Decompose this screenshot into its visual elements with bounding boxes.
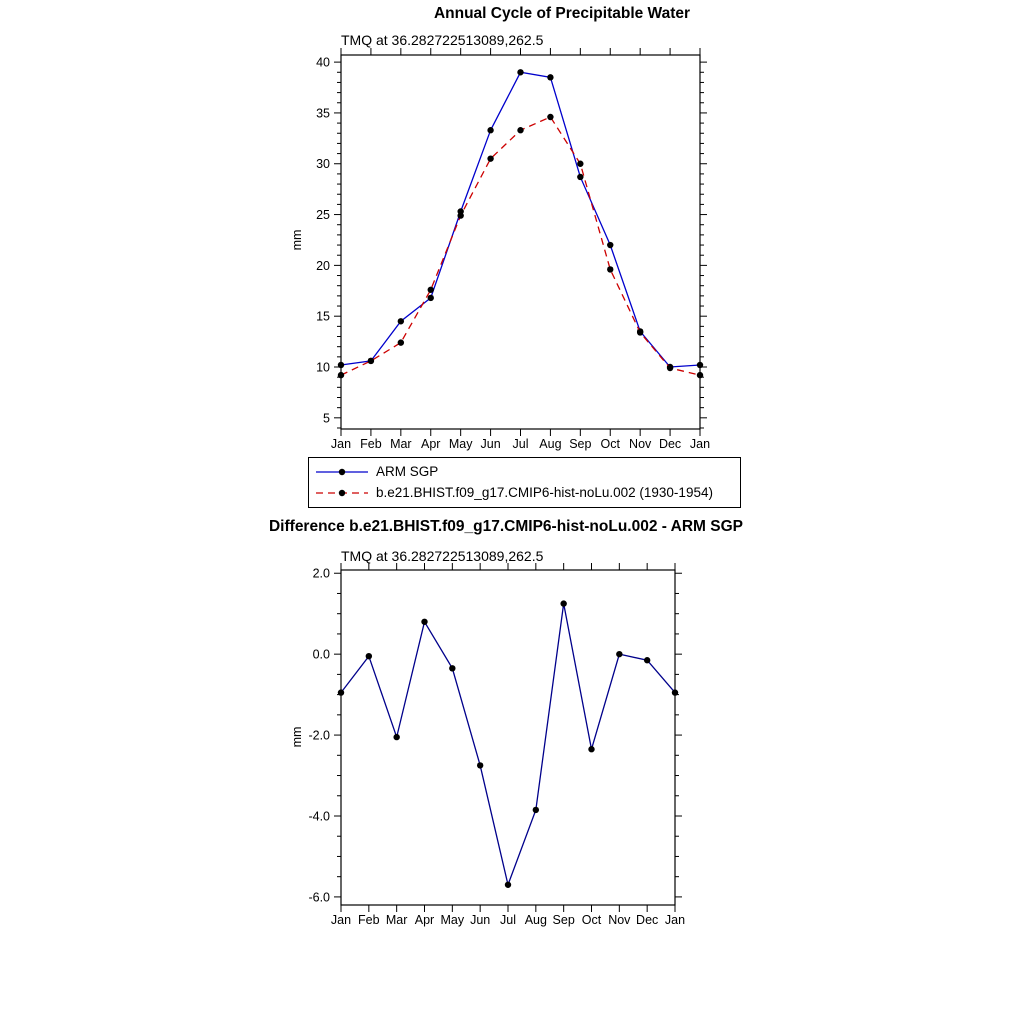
svg-text:Dec: Dec xyxy=(658,437,682,451)
chart2-title: Difference b.e21.BHIST.f09_g17.CMIP6-hist-noLu.002 - ARM SGP xyxy=(268,518,744,535)
svg-text:Feb: Feb xyxy=(360,437,382,451)
svg-text:Apr: Apr xyxy=(414,913,435,927)
svg-text:Jun: Jun xyxy=(480,437,501,451)
svg-text:-4.0: -4.0 xyxy=(308,809,330,824)
svg-text:Jan: Jan xyxy=(330,437,352,451)
chart2-subtitle: TMQ at 36.282722513089,262.5 xyxy=(341,548,544,564)
legend-line-sample-solid xyxy=(315,466,369,478)
legend-item-arm-sgp xyxy=(315,461,734,482)
svg-text:15: 15 xyxy=(316,309,330,324)
svg-text:30: 30 xyxy=(316,157,330,172)
chart1-tick-labels xyxy=(316,56,710,451)
svg-text:Oct: Oct xyxy=(581,913,602,927)
chart1-series-markers-0 xyxy=(338,69,703,370)
chart1-series-line-0 xyxy=(341,72,700,367)
chart1-title: Annual Cycle of Precipitable Water xyxy=(433,5,691,22)
svg-text:Dec: Dec xyxy=(636,913,659,927)
svg-text:Jul: Jul xyxy=(512,437,529,451)
svg-text:Mar: Mar xyxy=(390,437,412,451)
svg-text:Nov: Nov xyxy=(629,437,652,451)
chart2-y-axis-label: mm xyxy=(290,726,304,748)
chart2-series-markers-0 xyxy=(338,600,678,888)
svg-text:40: 40 xyxy=(316,55,330,70)
svg-text:5: 5 xyxy=(323,411,330,426)
svg-text:Aug: Aug xyxy=(539,437,562,451)
svg-text:Jan: Jan xyxy=(689,437,711,451)
chart1-y-axis-label: mm xyxy=(290,229,304,251)
svg-text:Jun: Jun xyxy=(470,913,491,927)
legend-line-sample-dashed xyxy=(315,487,369,499)
svg-text:Mar: Mar xyxy=(385,913,408,927)
legend xyxy=(308,457,741,508)
svg-text:Apr: Apr xyxy=(421,437,441,451)
svg-text:10: 10 xyxy=(316,360,330,375)
chart2-frame xyxy=(341,570,675,905)
svg-text:20: 20 xyxy=(316,258,330,273)
svg-text:2.0: 2.0 xyxy=(312,566,330,581)
chart1-series-markers-1 xyxy=(338,114,703,379)
svg-text:Nov: Nov xyxy=(608,913,631,927)
svg-text:Oct: Oct xyxy=(600,437,620,451)
svg-text:May: May xyxy=(448,437,473,451)
svg-text:Sep: Sep xyxy=(569,437,592,451)
svg-text:Jan: Jan xyxy=(330,913,352,927)
chart1-ticks xyxy=(334,48,707,436)
svg-text:Jan: Jan xyxy=(664,913,686,927)
chart2-series-line-0 xyxy=(341,604,675,885)
legend-label-model: b.e21.BHIST.f09_g17.CMIP6-hist-noLu.002 (1930-1954) xyxy=(376,485,713,500)
svg-text:25: 25 xyxy=(316,208,330,223)
svg-text:Feb: Feb xyxy=(358,913,380,927)
svg-text:-6.0: -6.0 xyxy=(308,890,330,905)
svg-text:-2.0: -2.0 xyxy=(308,728,330,743)
svg-text:Sep: Sep xyxy=(552,913,575,927)
svg-text:35: 35 xyxy=(316,106,330,121)
svg-text:Aug: Aug xyxy=(524,913,547,927)
svg-text:0.0: 0.0 xyxy=(312,647,330,662)
svg-text:May: May xyxy=(440,913,465,927)
legend-item-model xyxy=(315,482,734,503)
chart2-ticks xyxy=(334,563,682,912)
chart1-frame xyxy=(341,55,700,429)
legend-label-arm-sgp: ARM SGP xyxy=(376,464,439,479)
svg-text:Jul: Jul xyxy=(500,913,516,927)
chart2-tick-labels xyxy=(308,567,685,927)
chart1-subtitle: TMQ at 36.282722513089,262.5 xyxy=(341,32,544,48)
chart1-series-line-1 xyxy=(341,117,700,375)
